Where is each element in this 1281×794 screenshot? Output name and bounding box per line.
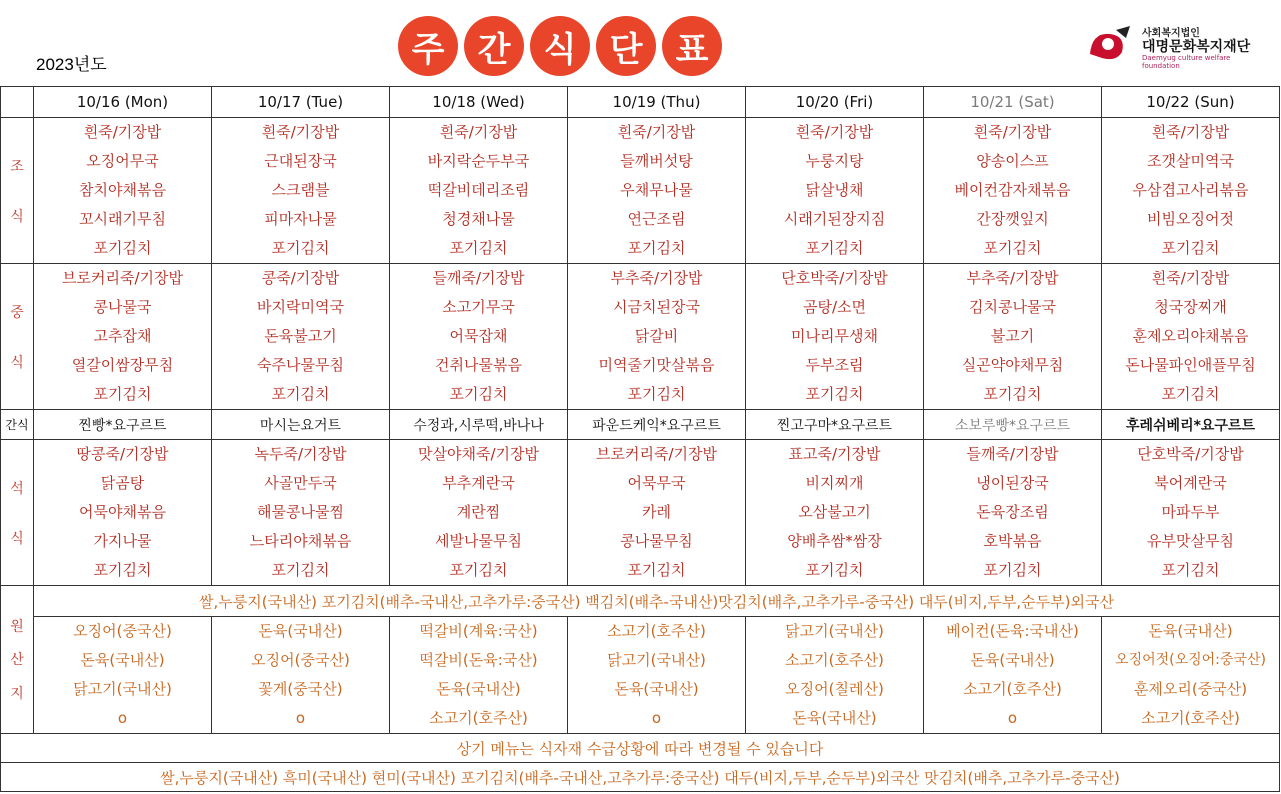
origin-item: o — [651, 709, 662, 727]
menu-item: 바지락순두부국 — [427, 152, 530, 170]
menu-item: 콩나물국 — [93, 298, 152, 316]
origin-item: 닭고기(국내산) — [73, 680, 172, 698]
menu-item: 흰죽/기장밥 — [617, 123, 696, 141]
menu-item: 포기김치 — [93, 385, 152, 403]
menu-item: 들깨죽/기장밥 — [432, 269, 525, 287]
origin-item: o — [1007, 709, 1018, 727]
breakfast-cell — [924, 118, 1102, 264]
snack-label: 간식 — [1, 410, 34, 440]
origin-item: 오징어(칠레산) — [785, 680, 884, 698]
origin-item: 오징어(중국산) — [251, 651, 350, 669]
lunch-cell — [390, 264, 568, 410]
menu-item: 콩나물무침 — [620, 532, 693, 550]
corner-cell — [1, 87, 34, 118]
menu-item: 포기김치 — [271, 239, 330, 257]
menu-item: 흰죽/기장밥 — [973, 123, 1052, 141]
lunch-cell — [568, 264, 746, 410]
lunch-cell — [746, 264, 924, 410]
menu-item: 포기김치 — [449, 385, 508, 403]
menu-item: 간장깻잎지 — [976, 210, 1049, 228]
lunch-cell — [212, 264, 390, 410]
origin-cell — [212, 617, 390, 734]
menu-item: 조갯살미역국 — [1147, 152, 1234, 170]
title-char: 식 — [530, 16, 590, 76]
menu-item: 우채무나물 — [620, 181, 693, 199]
breakfast-label — [1, 118, 34, 264]
menu-item: 우삼겹고사리볶음 — [1132, 181, 1249, 199]
menu-item: 들깨버섯탕 — [620, 152, 693, 170]
menu-item: 단호박죽/기장밥 — [1137, 445, 1244, 463]
snack-cell: 찐고구마*요구르트 — [746, 410, 924, 440]
menu-item: 미나리무생채 — [791, 327, 878, 345]
footer-origin-row — [1, 763, 1280, 792]
day-header: 10/22 (Sun) — [1102, 87, 1280, 118]
menu-item: 소고기무국 — [442, 298, 515, 316]
menu-item: 포기김치 — [93, 239, 152, 257]
menu-item: 계란찜 — [456, 503, 501, 521]
lunch-cell — [1102, 264, 1280, 410]
year-label: 2023년도 — [36, 55, 107, 74]
breakfast-cell — [746, 118, 924, 264]
menu-item: 어묵무국 — [627, 474, 686, 492]
menu-item: 두부조림 — [805, 356, 864, 374]
lunch-cell — [924, 264, 1102, 410]
day-header: 10/19 (Thu) — [568, 87, 746, 118]
origin-item: 돈육(국내산) — [80, 651, 165, 669]
breakfast-row — [1, 118, 1280, 264]
menu-item: 카레 — [642, 503, 671, 521]
menu-item: 닭갈비 — [634, 327, 679, 345]
origin-item: 돈육(국내산) — [614, 680, 699, 698]
origin-item: 오징어젓(오징어:중국산) — [1115, 652, 1266, 668]
snack-cell: 찐빵*요구르트 — [34, 410, 212, 440]
menu-item: 포기김치 — [983, 239, 1042, 257]
origin-item: 돈육(국내산) — [436, 680, 521, 698]
menu-item: 냉이된장국 — [976, 474, 1049, 492]
origin-label — [1, 586, 34, 734]
menu-item: 포기김치 — [271, 385, 330, 403]
menu-item: 닭곰탕 — [100, 474, 145, 492]
origin-item: 소고기(호주산) — [785, 651, 884, 669]
menu-item: 돈육장조림 — [976, 503, 1049, 521]
menu-item: 콩죽/기장밥 — [261, 269, 340, 287]
menu-item: 땅콩죽/기장밥 — [76, 445, 169, 463]
menu-item: 부추계란국 — [442, 474, 515, 492]
menu-item: 단호박죽/기장밥 — [781, 269, 888, 287]
origin-item: 소고기(호주산) — [963, 680, 1062, 698]
origin-item: 베이컨(돈육:국내산) — [946, 622, 1079, 640]
menu-item: 포기김치 — [983, 385, 1042, 403]
label-char: 식 — [10, 530, 24, 547]
menu-item: 참치야채볶음 — [79, 181, 166, 199]
title-char: 단 — [596, 16, 656, 76]
origin-item: 소고기(호주산) — [1141, 709, 1240, 727]
origin-item: 떡갈비(돈육:국산) — [419, 651, 538, 669]
menu-item: 연근조림 — [627, 210, 686, 228]
menu-item: 닭살냉채 — [805, 181, 864, 199]
label-char: 조 — [10, 158, 24, 175]
menu-item: 브로커리죽/기장밥 — [62, 269, 183, 287]
day-header: 10/20 (Fri) — [746, 87, 924, 118]
menu-item: 오삼불고기 — [798, 503, 871, 521]
menu-item: 비빔오징어젓 — [1147, 210, 1234, 228]
day-header: 10/21 (Sat) — [924, 87, 1102, 118]
title-char: 주 — [398, 16, 458, 76]
origin-item: 닭고기(국내산) — [785, 622, 884, 640]
label-char: 산 — [10, 652, 24, 669]
dinner-cell — [390, 440, 568, 586]
menu-item: 피마자나물 — [264, 210, 337, 228]
menu-item: 흰죽/기장밥 — [261, 123, 340, 141]
logo-english: Daemyug culture welfare foundation — [1142, 54, 1231, 70]
menu-item: 김치콩나물국 — [969, 298, 1056, 316]
origin-item: o — [117, 709, 128, 727]
menu-item: 불고기 — [990, 327, 1035, 345]
breakfast-cell — [390, 118, 568, 264]
menu-item: 흰죽/기장밥 — [1151, 123, 1230, 141]
day-header: 10/18 (Wed) — [390, 87, 568, 118]
menu-item: 근대된장국 — [264, 152, 337, 170]
origin-item: 떡갈비(계육:국산) — [419, 622, 538, 640]
title-char: 간 — [464, 16, 524, 76]
origin-cell — [924, 617, 1102, 734]
menu-item: 곰탕/소면 — [802, 298, 866, 316]
menu-item: 양배추쌈*쌈장 — [787, 532, 882, 550]
label-char: 식 — [10, 354, 24, 371]
menu-item: 포기김치 — [627, 561, 686, 579]
lunch-row — [1, 264, 1280, 410]
menu-item: 브로커리죽/기장밥 — [596, 445, 717, 463]
menu-item: 세발나물무침 — [435, 532, 522, 550]
origin-cell — [1102, 617, 1280, 734]
label-char: 식 — [10, 208, 24, 225]
menu-item: 포기김치 — [1161, 385, 1220, 403]
label-char: 석 — [10, 480, 24, 497]
origin-cell — [34, 617, 212, 734]
menu-item: 흰죽/기장밥 — [439, 123, 518, 141]
menu-item: 포기김치 — [805, 561, 864, 579]
origin-item: 훈제오리(중국산) — [1133, 680, 1248, 698]
menu-item: 오징어무국 — [86, 152, 159, 170]
breakfast-cell — [568, 118, 746, 264]
weekly-menu-table — [0, 86, 1280, 792]
menu-item: 훈제오리야채볶음 — [1132, 327, 1249, 345]
menu-item: 청국장찌개 — [1154, 298, 1227, 316]
title-char: 표 — [662, 16, 722, 76]
day-header: 10/17 (Tue) — [212, 87, 390, 118]
dinner-cell — [1102, 440, 1280, 586]
menu-item: 가지나물 — [93, 532, 152, 550]
menu-item: 포기김치 — [805, 385, 864, 403]
menu-item: 어묵야채볶음 — [79, 503, 166, 521]
menu-item: 포기김치 — [449, 239, 508, 257]
menu-item: 돈나물파인애플무침 — [1125, 356, 1256, 374]
menu-item: 사골만두국 — [264, 474, 337, 492]
menu-item: 흰죽/기장밥 — [83, 123, 162, 141]
menu-item: 시금치된장국 — [613, 298, 700, 316]
menu-item: 건취나물볶음 — [435, 356, 522, 374]
menu-item: 떡갈비데리조림 — [427, 181, 530, 199]
origin-notice: 쌀,누룽지(국내산) 포기김치(배추-국내산,고추가루:중국산) 백김치(배추-국내산)맛김치(배추,고추가루-중국산) 대두(비지,두부,순두부)외국산 — [34, 586, 1280, 617]
menu-item: 누룽지탕 — [805, 152, 864, 170]
menu-item: 시래기된장지짐 — [783, 210, 886, 228]
label-char: 지 — [10, 685, 24, 702]
menu-item: 포기김치 — [93, 561, 152, 579]
menu-item: 포기김치 — [1161, 239, 1220, 257]
dinner-label — [1, 440, 34, 586]
label-char: 원 — [10, 619, 24, 636]
day-header-row — [1, 87, 1280, 118]
lunch-cell — [34, 264, 212, 410]
menu-item: 마파두부 — [1161, 503, 1220, 521]
origin-item: 소고기(호주산) — [607, 622, 706, 640]
logo-name: 대명문화복지재단 — [1142, 39, 1251, 55]
menu-item: 스크램블 — [271, 181, 330, 199]
menu-item: 꼬시래기무침 — [79, 210, 166, 228]
menu-item: 포기김치 — [627, 385, 686, 403]
menu-item: 포기김치 — [449, 561, 508, 579]
day-header: 10/16 (Mon) — [34, 87, 212, 118]
origin-cell — [390, 617, 568, 734]
breakfast-cell — [1102, 118, 1280, 264]
menu-item: 어묵잡채 — [449, 327, 508, 345]
origin-cell — [568, 617, 746, 734]
menu-item: 들깨죽/기장밥 — [966, 445, 1059, 463]
foundation-logo-icon — [1086, 24, 1134, 64]
footer-notice-row — [1, 734, 1280, 763]
dinner-cell — [746, 440, 924, 586]
dinner-cell — [568, 440, 746, 586]
menu-item: 녹두죽/기장밥 — [254, 445, 347, 463]
label-char: 중 — [10, 304, 24, 321]
menu-change-notice: 상기 메뉴는 식자재 수급상황에 따라 변경될 수 있습니다 — [1, 734, 1280, 763]
menu-item: 바지락미역국 — [257, 298, 344, 316]
origin-item: 오징어(중국산) — [73, 622, 172, 640]
menu-item: 돈육불고기 — [264, 327, 337, 345]
dinner-cell — [212, 440, 390, 586]
snack-cell: 파운드케익*요구르트 — [568, 410, 746, 440]
origin-item: 돈육(국내산) — [970, 651, 1055, 669]
origin-item: 돈육(국내산) — [258, 622, 343, 640]
breakfast-cell — [34, 118, 212, 264]
logo-subtitle: 사회복지법인 — [1142, 28, 1200, 39]
lunch-label — [1, 264, 34, 410]
menu-item: 흰죽/기장밥 — [795, 123, 874, 141]
menu-item: 청경채나물 — [442, 210, 515, 228]
menu-item: 느타리야채볶음 — [249, 532, 352, 550]
origin-item: o — [295, 709, 306, 727]
menu-item: 해물콩나물찜 — [257, 503, 344, 521]
menu-item: 포기김치 — [805, 239, 864, 257]
footer-origin-notice: 쌀,누룽지(국내산) 흑미(국내산) 현미(국내산) 포기김치(배추-국내산,고추가루:중국산) 대두(비지,두부,순두부)외국산 맛김치(배추,고추가루-중국산) — [1, 763, 1280, 792]
snack-cell: 소보루빵*요구르트 — [924, 410, 1102, 440]
menu-item: 호박볶음 — [983, 532, 1042, 550]
dinner-cell — [34, 440, 212, 586]
menu-item: 유부맛살무침 — [1147, 532, 1234, 550]
menu-item: 양송이스프 — [976, 152, 1049, 170]
breakfast-cell — [212, 118, 390, 264]
menu-item: 베이컨감자채볶음 — [954, 181, 1071, 199]
menu-item: 고추잡채 — [93, 327, 152, 345]
origin-item: 돈육(국내산) — [792, 709, 877, 727]
origin-item: 돈육(국내산) — [1148, 622, 1233, 640]
menu-item: 부추죽/기장밥 — [610, 269, 703, 287]
origin-row — [1, 617, 1280, 734]
menu-item: 포기김치 — [627, 239, 686, 257]
menu-item: 미역줄기맛살볶음 — [598, 356, 715, 374]
menu-item: 맛살야채죽/기장밥 — [418, 445, 539, 463]
menu-item: 비지찌개 — [805, 474, 864, 492]
menu-item: 흰죽/기장밥 — [1151, 269, 1230, 287]
snack-cell: 마시는요거트 — [212, 410, 390, 440]
menu-item: 표고죽/기장밥 — [788, 445, 881, 463]
page-title — [398, 16, 722, 80]
menu-item: 포기김치 — [271, 561, 330, 579]
menu-item: 실곤약야채무침 — [961, 356, 1064, 374]
snack-row — [1, 410, 1280, 440]
menu-item: 열갈이쌈장무침 — [71, 356, 174, 374]
menu-item: 포기김치 — [983, 561, 1042, 579]
origin-cell — [746, 617, 924, 734]
origin-item: 소고기(호주산) — [429, 709, 528, 727]
menu-item: 숙주나물무침 — [257, 356, 344, 374]
menu-item: 북어계란국 — [1154, 474, 1227, 492]
dinner-cell — [924, 440, 1102, 586]
menu-item: 포기김치 — [1161, 561, 1220, 579]
dinner-row — [1, 440, 1280, 586]
snack-cell: 수정과,시루떡,바나나 — [390, 410, 568, 440]
menu-item: 부추죽/기장밥 — [966, 269, 1059, 287]
snack-cell: 후레쉬베리*요구르트 — [1102, 410, 1280, 440]
foundation-logo — [1086, 22, 1256, 70]
origin-item: 꽃게(중국산) — [258, 680, 343, 698]
origin-item: 닭고기(국내산) — [607, 651, 706, 669]
origin-notice-row — [1, 586, 1280, 617]
